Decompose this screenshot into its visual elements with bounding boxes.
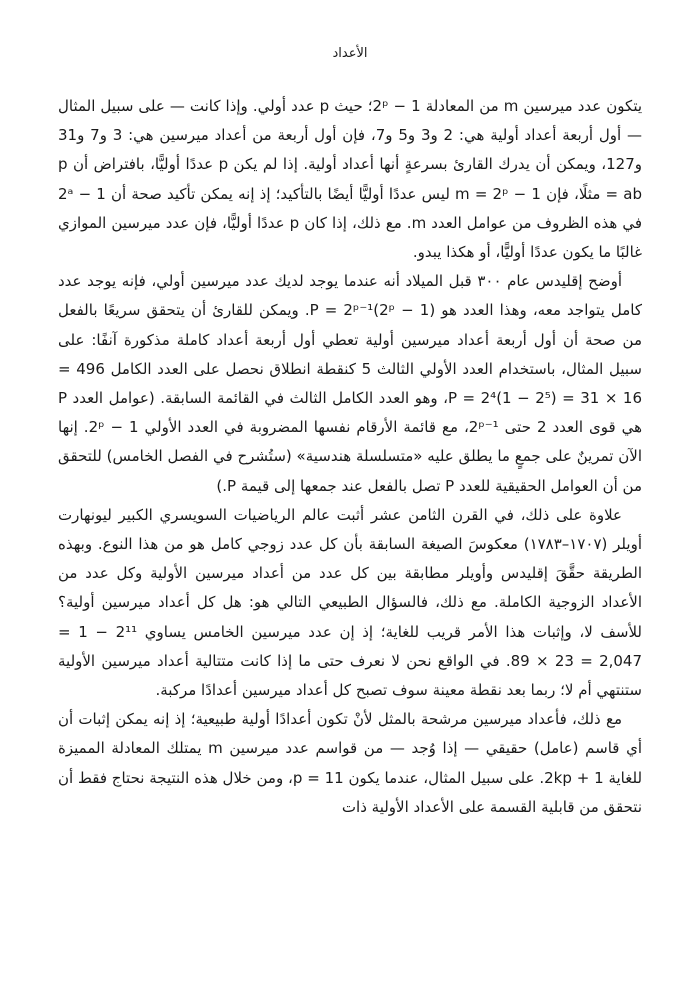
paragraph-mersenne-divisors: مع ذلك، فأعداد ميرسين مرشحة بالمثل لأنْ تكون أعدادًا أولية طبيعية؛ إذ إنه يمكن إثبات أن أي قاسم (عامل) حقيقي — إذا وُجد — من قواسم عدد ميرسين m يمتلك المعادلة المميزة للغاية 2kp + 1. على سبيل المثال، عندما يكون p = 11، ومن خلال هذه النتيجة نحتاج فقط أن نتحقق من قابلية القسمة على الأعداد الأولية ذات	[58, 710, 643, 816]
paragraph-mersenne-definition: يتكون عدد ميرسين m من المعادلة 2ᵖ − 1؛ حيث p عدد أولي. وإذا كانت — على سبيل المثال — أول أربعة أعداد أولية هي: 2 و3 و5 و7، فإن أول أربعة من أعداد ميرسين هي: 3 و7 و31 و127، ويمكن أن يدرك القارئ بسرعةٍ أنها أعداد أولية. إذا لم يكن p عددًا أوليًّا، بافتراض أن p = ab مثلًا، فإن m = 2ᵖ − 1 ليس عددًا أوليًّا أيضًا بالتأكيد؛ إذ إنه يمكن تأكيد صحة أن 2ᵃ − 1 في هذه الظروف من عوامل العدد m. مع ذلك، إذا كان p عددًا أوليًّا، فإن عدد ميرسين الموازي غالبًا ما يكون عددًا أوليًّا، أو هكذا يبدو.	[58, 97, 643, 262]
page-body	[58, 92, 642, 822]
page-header-title: الأعداد	[332, 46, 368, 61]
paragraph-euler-converse: علاوة على ذلك، في القرن الثامن عشر أثبت عالم الرياضيات السويسري الكبير ليونهارت أويلر (١٧٠٧–١٧٨٣) معكوسَ الصيغة السابقة بأن كل عدد زوجي كامل هو من هذا النوع. وبهذه الطريقة حقَّقَ إقليدس وأويلر مطابقة بين كل عدد من أعداد ميرسين الأولية وكل عدد من الأعداد الزوجية الكاملة. مع ذلك، فالسؤال الطبيعي التالي هو: هل كل أعداد ميرسين أولية؟ للأسف لا، وإثبات هذا الأمر قريب للغاية؛ إذ إن عدد ميرسين الخامس يساوي 2¹¹ − 1 = 2,047 = 23 × 89. في الواقع نحن لا نعرف حتى ما إذا كانت متتالية أعداد ميرسين الأولية ستنتهي أم لا؛ ربما بعد نقطة معينة سوف تصبح كل أعداد ميرسين أعدادًا مركبة.	[58, 505, 643, 700]
paragraph-euclid-perfect-numbers: أوضح إقليدس عام ٣٠٠ قبل الميلاد أنه عندما يوجد لديك عدد ميرسين أولي، فإنه يوجد عدد كامل يتواجد معه، وهذا العدد هو P = 2ᵖ⁻¹(2ᵖ − 1). ويمكن للقارئ أن يتحقق سريعًا بالفعل من صحة أن أول أربعة أعداد ميرسين أولية تعطي أول أربعة أعداد كاملة مذكورة آنفًا: على سبيل المثال، باستخدام العدد الأولي الثالث 5 كنقطة انطلاق نحصل على العدد الكامل 496 = 16 × 31 = (2⁵ − 1)2⁴ = P، وهو العدد الكامل الثالث في القائمة السابقة. (عوامل العدد P هي قوى العدد 2 حتى 2ᵖ⁻¹، مع قائمة الأرقام نفسها المضروبة في العدد الأولي 2ᵖ − 1. إنها الآن تمرينٌ على جمعٍ ما يطلق عليه «متسلسلة هندسية» (ستُشرح في الفصل الخامس) للتحقق من أن العوامل الحقيقية للعدد P تصل بالفعل عند جمعها إلى قيمة P.)	[58, 272, 643, 495]
